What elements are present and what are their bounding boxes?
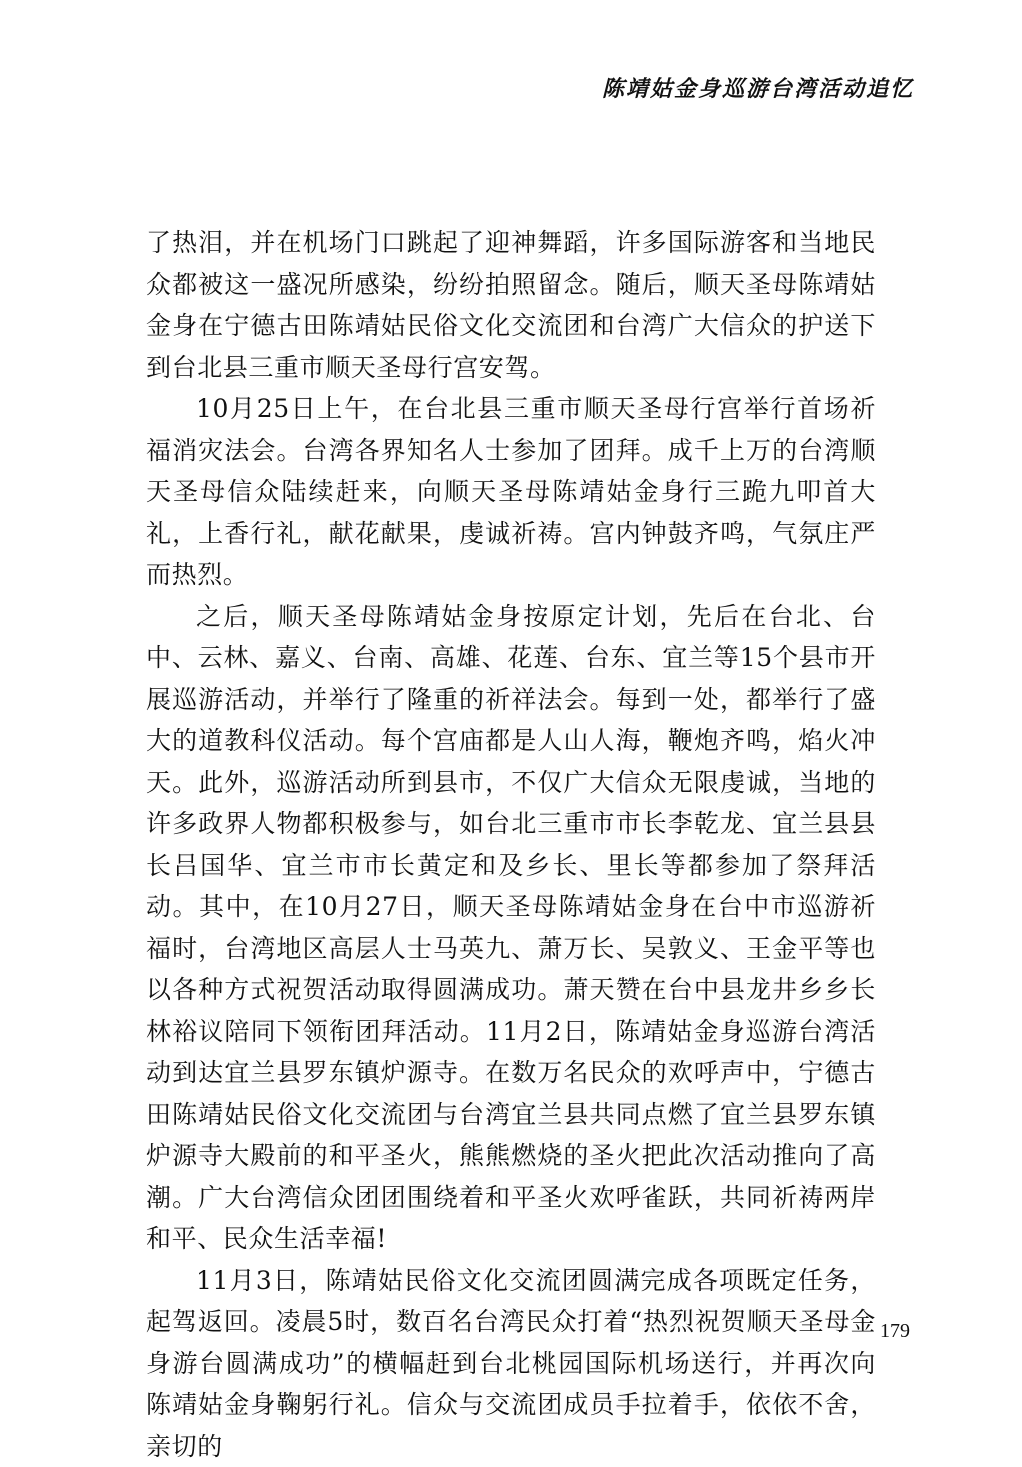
paragraph: 11月3日，陈靖姑民俗文化交流团圆满完成各项既定任务，起驾返回。凌晨5时，数百名台湾民众打着“热烈祝贺顺天圣母金身游台圆满成功”的横幅赶到台北桃园国际机场送行，并再次向陈靖姑金身鞠躬行礼。信众与交流团成员手拉着手，依依不舍，亲切的 xyxy=(146,1260,876,1467)
paragraph-continued: 了热泪，并在机场门口跳起了迎神舞蹈，许多国际游客和当地民众都被这一盛况所感染，纷纷拍照留念。随后，顺天圣母陈靖姑金身在宁德古田陈靖姑民俗文化交流团和台湾广大信众的护送下到台北县三重市顺天圣母行宫安驾。 xyxy=(146,222,876,388)
paragraph: 10月25日上午，在台北县三重市顺天圣母行宫举行首场祈福消灾法会。台湾各界知名人士参加了团拜。成千上万的台湾顺天圣母信众陆续赶来，向顺天圣母陈靖姑金身行三跪九叩首大礼，上香行礼，献花献果，虔诚祈祷。宫内钟鼓齐鸣，气氛庄严而热烈。 xyxy=(146,388,876,596)
running-header: 陈靖姑金身巡游台湾活动追忆 xyxy=(602,72,914,103)
body-text xyxy=(146,222,876,1467)
page-number: 179 xyxy=(880,1320,910,1343)
paragraph: 之后，顺天圣母陈靖姑金身按原定计划，先后在台北、台中、云林、嘉义、台南、高雄、花莲、台东、宜兰等15个县市开展巡游活动，并举行了隆重的祈祥法会。每到一处，都举行了盛大的道教科仪活动。每个宫庙都是人山人海，鞭炮齐鸣，焰火冲天。此外，巡游活动所到县市，不仅广大信众无限虔诚，当地的许多政界人物都积极参与，如台北三重市市长李乾龙、宜兰县县长吕国华、宜兰市市长黄定和及乡长、里长等都参加了祭拜活动。其中，在10月27日，顺天圣母陈靖姑金身在台中市巡游祈福时，台湾地区高层人士马英九、萧万长、吴敦义、王金平等也以各种方式祝贺活动取得圆满成功。萧天赞在台中县龙井乡乡长林裕议陪同下领衔团拜活动。11月2日，陈靖姑金身巡游台湾活动到达宜兰县罗东镇炉源寺。在数万名民众的欢呼声中，宁德古田陈靖姑民俗文化交流团与台湾宜兰县共同点燃了宜兰县罗东镇炉源寺大殿前的和平圣火，熊熊燃烧的圣火把此次活动推向了高潮。广大台湾信众团团围绕着和平圣火欢呼雀跃，共同祈祷两岸和平、民众生活幸福! xyxy=(146,596,876,1260)
